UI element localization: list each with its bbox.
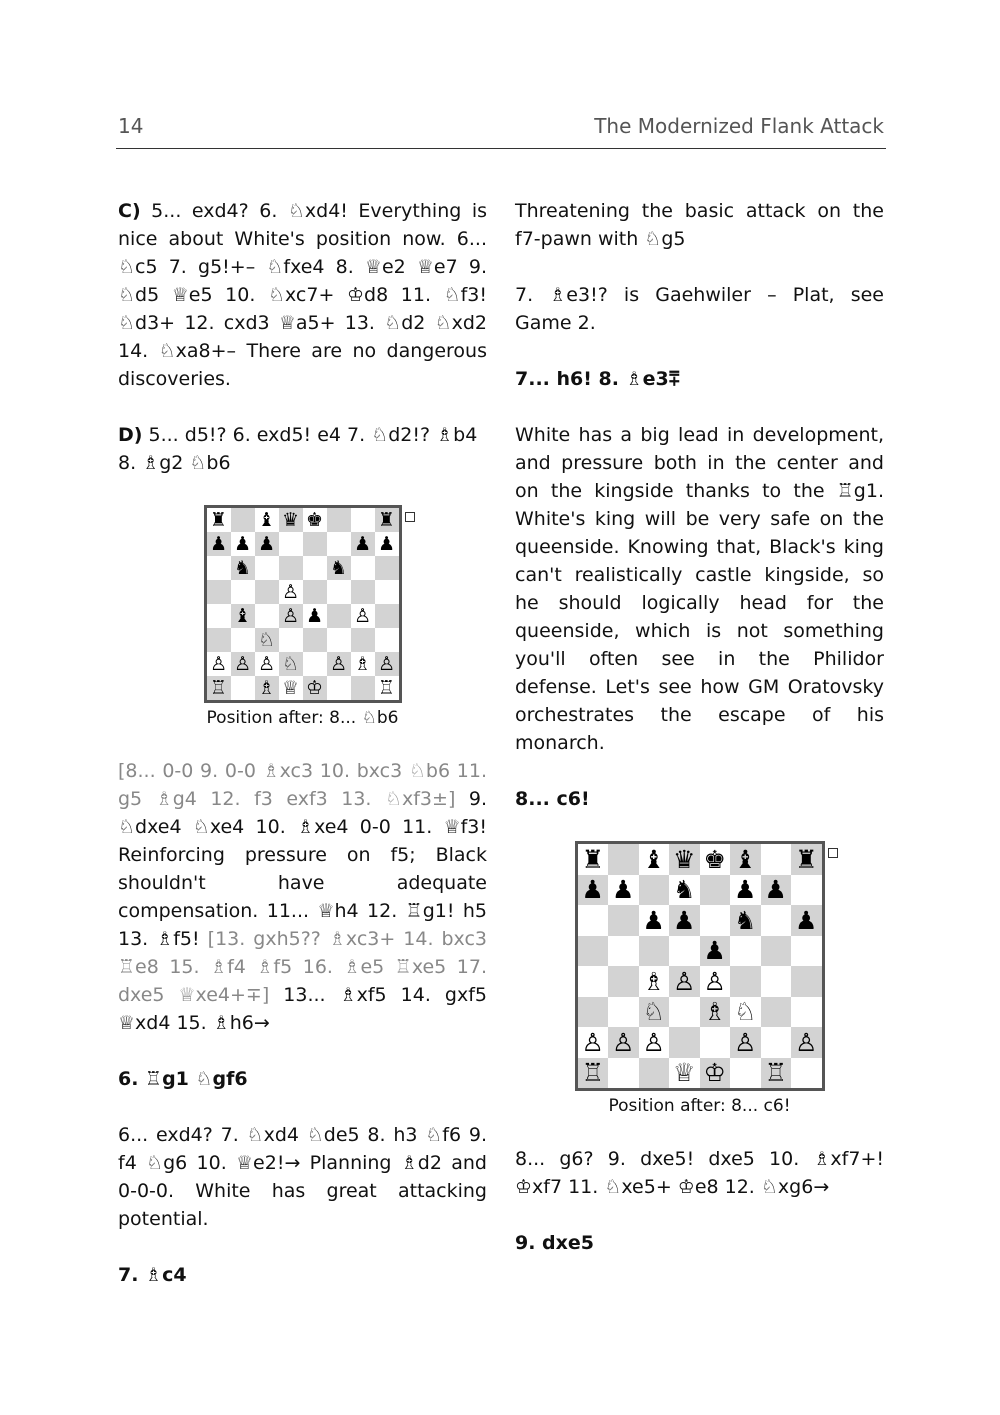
board-square [327,652,351,676]
chess-piece: ♙ [377,652,396,675]
board-square [761,905,792,936]
board-square [255,676,279,700]
chess-piece: ♟ [377,532,396,555]
chess-piece: ♙ [612,1027,635,1057]
board-square [730,1027,761,1058]
board-square [669,997,700,1028]
variation-c-text: 5... exd4? 6. ♘xd4! Everything is nice about White's position now. 6... ♘c5 7. g5!+– ♘fxe4 8. ♕e2 ♕e7 9. ♘d5 ♕e5 10. ♘xc7+ ♔d8 11. ♘f3! ♘d3+ 12. cxd3 ♕a5+ 13. ♘d2 ♘xd2 14. ♘xa8+– There are no dangerous discoveries. [118,200,487,390]
board-square [231,676,255,700]
board-square [303,556,327,580]
chess-piece: ♖ [377,676,396,699]
board-square [207,532,231,556]
chess-piece: ♙ [703,966,726,996]
variation-c-label: C) [118,200,141,222]
board-square [791,997,822,1028]
board-square [327,628,351,652]
board-square [303,508,327,532]
board-square [207,556,231,580]
board-square [351,676,375,700]
chess-piece: ♝ [734,844,757,874]
board-square [730,936,761,967]
board-square [375,652,399,676]
board-square [639,875,670,906]
board-square [700,936,731,967]
chess-piece: ♜ [377,508,396,531]
chess-piece: ♖ [209,676,228,699]
board-square [279,508,303,532]
board-square [255,652,279,676]
board-square [761,875,792,906]
mainline-2: 13... ♗xf5 14. gxf5 ♕xd4 15. ♗h6→ [118,984,487,1034]
chess-board-1 [204,505,402,703]
diagram-2 [515,841,884,1117]
chess-piece: ♟ [642,905,665,935]
move-8-c6-heading: 8... c6! [515,788,590,810]
board-square [700,966,731,997]
chess-board-2 [575,841,825,1091]
board-square [303,532,327,556]
board-square [207,580,231,604]
board-square [639,1058,670,1089]
mainline-1: 9. ♘dxe4 ♘xe4 10. ♗xe4 0-0 11. ♕f3! Reinforcing pressure on f5; Black shouldn't have adequate compensation. 11... ♕h4 12. ♖g1! h5 13. ♗f5! [118,788,487,950]
game-reference-paragraph: 7. ♗e3!? is Gaehwiler – Plat, see Game 2. [515,284,884,334]
diagram-1-caption: Position after: 8... ♘b6 [206,708,399,728]
board-square [669,1027,700,1058]
board-square [791,905,822,936]
board-square [303,628,327,652]
chess-piece: ♙ [795,1027,818,1057]
board-square [279,556,303,580]
chess-piece: ♖ [764,1058,787,1088]
board-square [255,580,279,604]
chess-piece: ♘ [257,628,276,651]
chess-piece: ♗ [257,676,276,699]
board-square [327,508,351,532]
board-square [669,905,700,936]
chess-piece: ♟ [703,936,726,966]
board-square [639,966,670,997]
chess-piece: ♙ [642,1027,665,1057]
board-square [700,844,731,875]
threat-paragraph: Threatening the basic attack on the f7-pawn with ♘g5 [515,200,884,250]
chess-piece: ♙ [281,580,300,603]
page-number: 14 [118,114,144,138]
board-square [761,1027,792,1058]
chess-piece: ♔ [703,1058,726,1088]
board-square [608,997,639,1028]
chess-piece: ♜ [209,508,228,531]
board-square [578,936,609,967]
board-square [231,628,255,652]
chess-piece: ♞ [329,556,348,579]
g6-paragraph: 8... g6? 9. dxe5! dxe5 10. ♗xf7+! ♔xf7 11. ♘xe5+ ♔e8 12. ♘xg6→ [515,1148,884,1198]
right-column [515,197,884,1285]
board-square [761,1058,792,1089]
board-square [279,532,303,556]
board-square [578,905,609,936]
running-title: The Modernized Flank Attack [594,114,884,138]
variation-c [118,197,487,393]
left-column [118,197,487,1317]
board-square [327,676,351,700]
chess-piece: ♕ [673,1058,696,1088]
chess-piece: ♟ [257,532,276,555]
board-square [255,604,279,628]
board-square [231,556,255,580]
chess-piece: ♟ [764,875,787,905]
board-square [351,604,375,628]
board-square [255,508,279,532]
chess-piece: ♙ [353,604,372,627]
development-paragraph: White has a big lead in development, and pressure both in the center and on the kingside thanks to the ♖g1. White's king will be very safe on the queenside. Knowing that, Black's king can't realistically castle kingside, so he should logically head for the queenside, which is not something you'll often see in the Philidor defense. Let's see how GM Oratovsky orchestrates the escape of his monarch. [515,424,884,754]
board-square [730,875,761,906]
chess-piece: ♞ [233,556,252,579]
chess-piece: ♗ [642,966,665,996]
chess-piece: ♘ [281,652,300,675]
board-square [279,676,303,700]
chess-piece: ♖ [581,1058,604,1088]
chess-piece: ♝ [257,508,276,531]
board-square [700,1027,731,1058]
chess-piece: ♞ [673,875,696,905]
board-square [255,628,279,652]
board-square [608,1058,639,1089]
board-square [791,936,822,967]
chess-piece: ♙ [209,652,228,675]
board-square [730,997,761,1028]
board-square [231,508,255,532]
chess-piece: ♚ [703,844,726,874]
board-square [608,875,639,906]
board-square [303,652,327,676]
board-square [207,604,231,628]
chess-piece: ♟ [305,604,324,627]
chess-piece: ♗ [353,652,372,675]
board-square [608,844,639,875]
sideline-2: [13. gxh5?? ♗xc3+ 14. bxc3 ♖e8 15. ♗f4 ♗f5 16. ♗e5 ♖xe5 17. dxe5 ♕xe4+∓] [118,928,487,1006]
board-square [375,628,399,652]
chess-piece: ♟ [734,875,757,905]
board-square [351,556,375,580]
chess-piece: ♙ [581,1027,604,1057]
board-square [608,1027,639,1058]
chess-piece: ♜ [795,844,818,874]
variation-d [118,421,487,477]
board-square [231,532,255,556]
chess-piece: ♙ [329,652,348,675]
board-square [279,652,303,676]
board-square [669,1058,700,1089]
board-square [327,556,351,580]
board-square [761,966,792,997]
chess-piece: ♙ [281,604,300,627]
board-square [303,604,327,628]
board-square [351,532,375,556]
board-square [669,844,700,875]
board-square [639,905,670,936]
board-square [608,936,639,967]
board-square [327,604,351,628]
board-square [207,652,231,676]
board-square [578,844,609,875]
chess-piece: ♟ [673,905,696,935]
board-square [375,508,399,532]
board-square [375,604,399,628]
chess-piece: ♘ [642,997,665,1027]
board-square [303,580,327,604]
board-square [639,1027,670,1058]
move-6-paragraph: 6... exd4? 7. ♘xd4 ♘de5 8. h3 ♘f6 9. f4 ♘g6 10. ♕e2!→ Planning ♗d2 and 0-0-0. White has great attacking potential. [118,1124,487,1230]
board-square [279,604,303,628]
board-square [700,875,731,906]
chess-piece: ♝ [642,844,665,874]
chess-piece: ♜ [581,844,604,874]
chess-piece: ♞ [734,905,757,935]
board-square [669,875,700,906]
chess-piece: ♙ [233,652,252,675]
board-square [700,1058,731,1089]
board-square [761,997,792,1028]
board-square [730,905,761,936]
board-square [327,580,351,604]
chess-piece: ♝ [233,604,252,627]
board-square [700,997,731,1028]
board-square [669,966,700,997]
board-square [791,1027,822,1058]
variation-d-label: D) [118,424,143,446]
board-square [700,905,731,936]
board-square [608,905,639,936]
chess-piece: ♟ [233,532,252,555]
analysis-paragraph [118,757,487,1037]
board-square [351,580,375,604]
board-square [375,556,399,580]
board-square [578,875,609,906]
board-square [279,580,303,604]
chess-piece: ♗ [703,997,726,1027]
chess-piece: ♔ [305,676,324,699]
chess-piece: ♟ [353,532,372,555]
board-square [231,652,255,676]
board-square [791,844,822,875]
board-square [303,676,327,700]
move-9-heading: 9. dxe5 [515,1232,595,1254]
diagram-1 [118,505,487,729]
side-to-move-marker [405,512,415,522]
board-square [255,556,279,580]
chess-piece: ♙ [673,966,696,996]
board-square [327,532,351,556]
chess-board-1-wrap [204,505,402,703]
move-6-heading: 6. ♖g1 ♘gf6 [118,1068,248,1090]
board-square [279,628,303,652]
board-square [375,532,399,556]
board-square [255,532,279,556]
board-square [639,844,670,875]
board-square [207,676,231,700]
board-square [578,1027,609,1058]
move-7-heading: 7. ♗c4 [118,1264,187,1286]
chess-piece: ♚ [305,508,324,531]
diagram-2-caption: Position after: 8... c6! [608,1096,791,1116]
board-square [231,604,255,628]
board-square [375,676,399,700]
chess-piece: ♙ [257,652,276,675]
board-square [639,936,670,967]
move-7-h6-heading: 7... h6! 8. ♗e3⩱ [515,368,680,390]
board-square [207,628,231,652]
board-square [669,936,700,967]
board-square [231,580,255,604]
board-square [730,844,761,875]
chess-piece: ♟ [612,875,635,905]
variation-d-text: 5... d5!? 6. exd5! e4 7. ♘d2!? ♗b4 8. ♗g2 ♘b6 [118,424,478,474]
board-square [791,966,822,997]
board-square [207,508,231,532]
chess-piece: ♟ [581,875,604,905]
side-to-move-marker [828,848,838,858]
board-square [578,966,609,997]
board-square [375,580,399,604]
chess-piece: ♟ [209,532,228,555]
board-square [351,508,375,532]
board-square [730,1058,761,1089]
board-square [761,844,792,875]
board-square [608,966,639,997]
board-square [730,966,761,997]
board-square [639,997,670,1028]
chess-piece: ♘ [734,997,757,1027]
chess-piece: ♕ [281,676,300,699]
chess-piece: ♛ [673,844,696,874]
chess-piece: ♟ [795,905,818,935]
board-square [351,652,375,676]
board-square [791,875,822,906]
chess-piece: ♛ [281,508,300,531]
chess-board-2-wrap [575,841,825,1091]
board-square [761,936,792,967]
page-header [116,112,886,149]
board-square [578,1058,609,1089]
board-square [351,628,375,652]
sideline-1: [8... 0-0 9. 0-0 ♗xc3 10. bxc3 ♘b6 11. g5 ♗g4 12. f3 exf3 13. ♘xf3±] [118,760,487,810]
board-square [791,1058,822,1089]
board-square [578,997,609,1028]
chess-piece: ♙ [734,1027,757,1057]
